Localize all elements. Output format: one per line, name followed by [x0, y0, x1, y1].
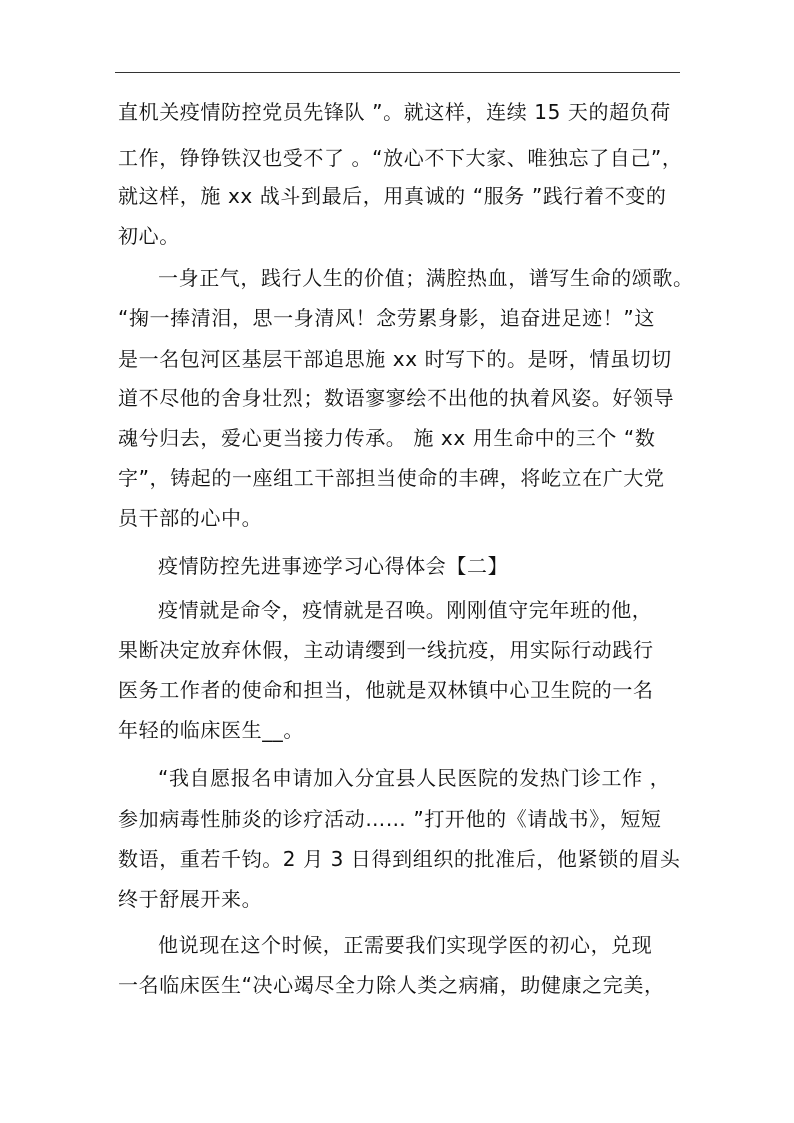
body-line: 工作，铮铮铁汉也受不了 。“放心不下大家、唯独忘了自己”，: [118, 146, 683, 170]
body-line: 魂兮归去，爱心更当接力传承。 施 xx 用生命中的三个 “数: [118, 426, 656, 450]
body-line: 一身正气，践行人生的价值；满腔热血，谱写生命的颂歌。: [158, 266, 694, 290]
body-line: 一名临床医生“决心竭尽全力除人类之病痛，助健康之完美，: [118, 973, 665, 997]
header-rule: [115, 72, 680, 73]
body-line: 果断决定放弃休假，主动请缨到一线抗疫，用实际行动践行: [118, 638, 654, 662]
body-line: 直机关疫情防控党员先锋队 ”。就这样，连续 15 天的超负荷: [118, 100, 671, 124]
body-line: 医务工作者的使命和担当，他就是双林镇中心卫生院的一名: [118, 678, 654, 702]
body-line: 道不尽他的舍身壮烈；数语寥寥绘不出他的执着风姿。好领导: [118, 386, 675, 410]
body-line: “掬一捧清泪，思一身清风！念劳累身影，追奋进足迹！”这: [118, 306, 655, 330]
body-line: “我自愿报名申请加入分宜县人民医院的发热门诊工作 ，: [158, 766, 671, 790]
section-heading: 疫情防控先进事迹学习心得体会【二】: [158, 554, 509, 578]
body-line: 终于舒展开来。: [118, 887, 263, 911]
body-line: 员干部的心中。: [118, 506, 263, 530]
body-line: 字”，铸起的一座组工干部担当使命的丰碑，将屹立在广大党: [118, 466, 665, 490]
body-line: 他说现在这个时候，正需要我们实现学医的初心，兑现: [158, 933, 653, 957]
body-line: 疫情就是命令，疫情就是召唤。刚刚值守完年班的他，: [158, 598, 653, 622]
body-line: 年轻的临床医生__。: [118, 718, 304, 742]
body-line: 参加病毒性肺炎的诊疗活动…… ”打开他的《请战书》，短短: [118, 807, 662, 831]
body-line: 就这样，施 xx 战斗到最后，用真诚的 “服务 ”践行着不变的: [118, 184, 667, 208]
body-line: 初心。: [118, 224, 180, 248]
body-line: 数语，重若千钧。2 月 3 日得到组织的批准后，他紧锁的眉头: [118, 847, 681, 871]
body-line: 是一名包河区基层干部追思施 xx 时写下的。是呀，情虽切切: [118, 347, 672, 371]
